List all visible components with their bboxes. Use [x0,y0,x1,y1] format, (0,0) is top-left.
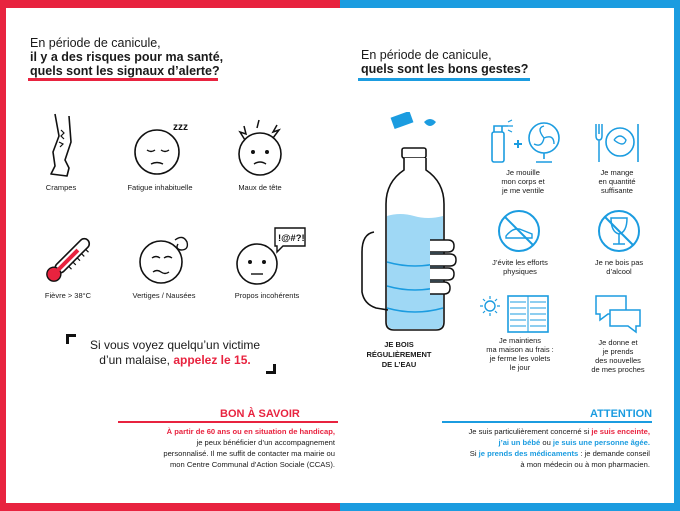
gesture-line: Je mouille [506,168,540,177]
dizzy-face-icon [131,224,197,288]
thermometer-icon [38,232,98,288]
emergency-callout [66,334,276,374]
gesture-mange [582,168,652,195]
gesture-line: je prends [602,347,634,356]
gesture-line: suffisante [601,186,633,195]
no-running-shoe-icon [496,208,542,254]
gesture-line: je me ventile [501,186,545,195]
bon-line: mon Centre Communal d’Action Sociale (CCAS). [169,460,335,469]
spray-fan-icon [484,118,564,164]
attention-line4: à mon médecin ou à mon pharmacien. [520,460,650,469]
callout-emphasis: appelez le 15. [173,353,251,367]
left-heading-line2: il y a des risques pour ma santé, [30,50,224,64]
attention-text-part: : je demande conseil [578,449,650,458]
confused-face-icon [225,224,309,288]
symptom-crampes [36,112,86,192]
bon-line: personnalisé. Il me suffit de contacter ma mairie ou [163,449,335,458]
gesture-line: des nouvelles [595,356,641,365]
symptom-label: Propos incohérents [234,291,300,300]
top-blue-bar [340,0,680,8]
bon-a-savoir-underline [118,421,338,423]
callout-main: Si vous voyez quelqu’un victime d’un malaise, [89,338,261,367]
symptom-fatigue [116,118,204,192]
gesture-line: Je maintiens [498,336,542,345]
gesture-line: je ferme les volets [489,354,551,363]
gesture-line: en quantité [598,177,636,186]
bon-line: je peux bénéficier d’un accompagnement [196,438,335,447]
attention-emphasis: je prends des médicaments [478,449,579,458]
gesture-line: d’alcool [606,267,632,276]
attention-line2 [400,437,650,448]
attention-emphasis: j’ai un bébé [498,438,541,447]
gesture-mouille [488,168,558,195]
symptom-label: Crampes [45,183,77,192]
gesture-line: Je ne bois pas [594,258,644,267]
gesture-line: physiques [503,267,537,276]
gesture-maison [478,336,562,372]
left-heading-underline [28,78,218,81]
right-heading-line2: quels sont les bons gestes? [361,62,529,76]
left-red-edge [0,0,6,511]
bottom-blue-bar [340,503,680,511]
bottle-caption-line2: RÉGULIÈREMENT [366,350,432,359]
bottle-caption-line1: JE BOIS [384,340,414,349]
right-heading [361,48,528,76]
attention-line3 [400,448,650,459]
tired-face-icon [125,118,195,180]
attention-line1 [400,426,650,437]
gesture-line: Je mange [600,168,634,177]
symptom-label: Fatigue inhabituelle [127,183,193,192]
water-drop-icon [424,119,436,126]
shutters-sun-icon [478,292,556,336]
svg-text:zzz: zzz [173,122,188,133]
no-wine-icon [596,208,642,254]
symptom-propos [222,224,312,300]
right-heading-underline [358,78,530,81]
left-heading-line1: En période de canicule, [30,36,161,50]
attention-underline [442,421,652,423]
bottle-caption [364,340,434,370]
symptom-fievre [32,232,104,300]
gesture-efforts [482,258,558,276]
bottom-red-bar [0,503,340,511]
right-blue-edge [674,0,680,511]
gesture-alcool [584,258,654,276]
attention-emphasis: je suis une personne âgée. [552,438,650,447]
top-red-bar [0,0,340,8]
attention-emphasis: je suis enceinte, [591,427,650,436]
attention-text-part: ou [540,438,553,447]
attention-title: ATTENTION [590,408,653,420]
attention-text-part: Je suis particulièrement concerné si [468,427,592,436]
headache-face-icon [227,116,293,180]
plate-icon [592,120,642,164]
symptom-label: Vertiges / Nausées [132,291,196,300]
symptom-label: Maux de tête [238,183,282,192]
gesture-line: ma maison au frais : [486,345,554,354]
gesture-line: de mes proches [591,365,645,374]
bon-emphasis: À partir de 60 ans ou en situation de handicap, [166,427,335,436]
gesture-nouvelles [582,338,654,374]
left-heading-line3: quels sont les signaux d’alerte? [30,64,220,78]
callout-text [80,338,270,368]
left-heading [30,36,223,78]
attention-text-part: Si [469,449,479,458]
symptom-vertiges [120,224,208,300]
gesture-line: Je donne et [598,338,638,347]
symptom-maux-de-tete [222,116,298,192]
symptom-label: Fièvre > 38°C [44,291,92,300]
bon-a-savoir-title: BON À SAVOIR [220,408,300,420]
gesture-line: le jour [509,363,531,372]
callout-corner [66,334,76,344]
water-bottle-icon [350,112,460,336]
gesture-line: mon corps et [501,177,545,186]
right-heading-line1: En période de canicule, [361,48,492,62]
chat-bubbles-icon [592,292,644,336]
attention-text [400,426,650,470]
speech-symbols: !@#?! [278,233,305,244]
bottle-caption-line3: DE L’EAU [381,360,417,369]
gesture-line: J’évite les efforts [492,258,548,267]
leg-cramp-icon [41,112,81,180]
bon-a-savoir-text [110,426,335,470]
